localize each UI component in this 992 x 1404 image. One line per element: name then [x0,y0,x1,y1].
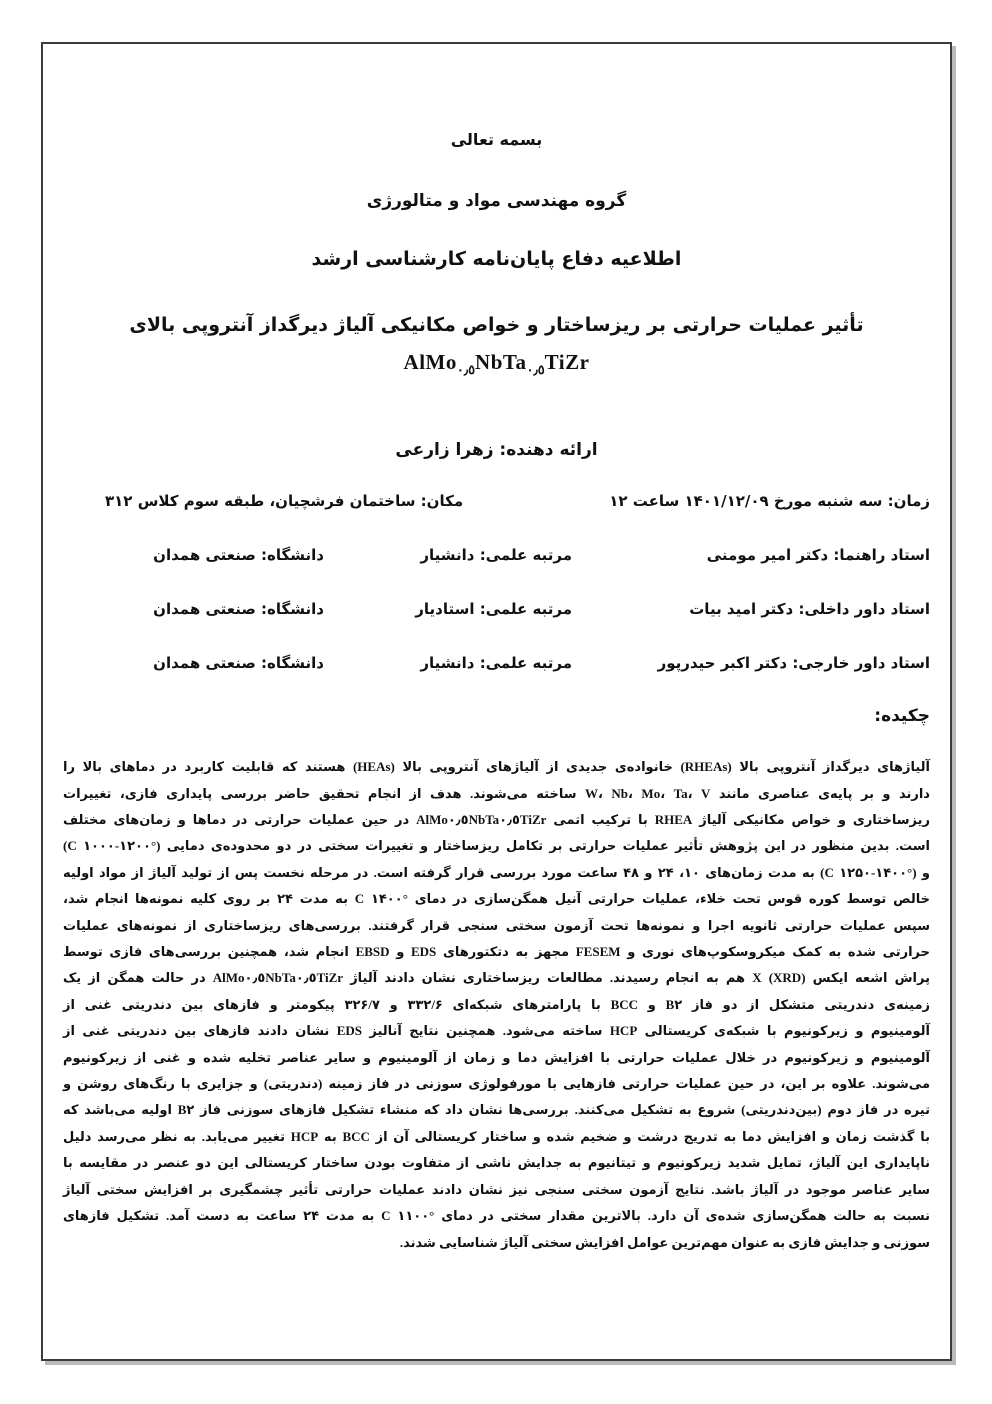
abstract-line: آلومینیوم و زیرکونیوم در خلال عملیات حرارتی با افزایش دما و زمان از آلومینیوم و سایر عناصر تخلیه شده و غنی از زیرکونیوم [63,1049,930,1065]
alloy-formula [63,350,930,378]
document-page-frame [41,42,952,1361]
abstract-line: سوزنی و جدایش فازی به عنوان مهم‌ترین عوامل افزایش سختی آلیاژ شناسایی شدند. [399,1234,930,1250]
bismillah-heading: بسمه تعالی [450,130,543,149]
abstract-line: زمینه‌ی دندریتی متشکل از دو فاز B۲ و BCC با پارامترهای شبکه‌ای ۳۳۲/۶ و ۳۲۶/۷ پیکومتر و فازهای بین دندریتی غنی از [63,996,930,1012]
abstract-line: می‌شوند. علاوه بر این، در حین عملیات حرارتی فازهایی با مورفولوژی سوزنی در فاز زمینه (دندریتی) و جزایری با رنگ‌های روشن و [63,1076,930,1092]
thesis-title: تأثیر عملیات حرارتی بر ریزساختار و خواص مکانیکی آلیاژ دیرگداز آنتروپی بالای [129,314,864,336]
department-heading: گروه مهندسی مواد و متالورژی [366,191,627,211]
internal-examiner-cell: استاد داور داخلی: دکتر امید بیات [689,600,930,619]
abstract-line: و (°C ۱۲۵۰-۱۴۰۰) به مدت زمان‌های ۱۰، ۲۴ و ۴۸ ساعت مورد بررسی قرار گرفته است. در مرحله نخست پس از تولید آلیاژ از مواد اولیه [63,864,930,880]
abstract-line: خالص توسط کوره قوس تحت خلاء، عملیات حرارتی آنیل همگن‌سازی در دمای °C ۱۴۰۰ به مدت ۲۴ بر روی کلیه نمونه‌ها انجام شد، [63,891,930,907]
defense-announcement-heading: اطلاعیه دفاع پایان‌نامه کارشناسی ارشد [311,248,682,270]
abstract-heading: چکیده: [874,706,930,727]
formula-subscript-1: ٠٫٥ [456,362,476,378]
external-examiner-cell: استاد داور خارجی: دکتر اکبر حیدرپور [657,654,930,673]
abstract-line: است. بدین منظور در این پژوهش تأثیر عملیات حرارتی بر تکامل ریزساختار و تغییرات سختی در دو محدوده‌ی دمایی (°C ۱۰۰۰-۱۲۰۰) [63,838,930,854]
formula-subscript-2: ٠٫٥ [526,362,545,378]
abstract-line: ناپایداری این آلیاژ، تمایل شدید زیرکونیوم و تیتانیوم به جدایش ناشی از متفاوت بودن ساختار کریستالی این دو عنصر در مقایسه با [63,1155,930,1171]
external-examiner-rank-cell: مرتبه علمی: دانشیار [420,654,572,673]
abstract-line: دارند و بر پایه‌ی عناصری مانند W، Nb، Mo، Ta، V ساخته می‌شوند. هدف از انجام تحقیق حاضر بررسی پایداری فازی، تغییرات [63,785,930,801]
supervisor-cell: استاد راهنما: دکتر امیر مومنی [706,546,930,565]
abstract-line: نسبت به حالت همگن‌سازی شده‌ی آن دارد. بالاترین مقدار سختی در دمای °C ۱۱۰۰ به مدت ۲۴ ساعت به دست آمد. تشکیل فازهای [63,1208,931,1224]
supervisor-university-cell: دانشگاه: صنعتی همدان [153,546,324,565]
internal-examiner-university-cell: دانشگاه: صنعتی همدان [153,600,324,619]
abstract-line: آلیاژهای دیرگداز آنتروپی بالا (RHEAs) خانواده‌ی جدیدی از آلیاژهای آنتروپی بالا (HEAs) هستند که قابلیت کاربرد در دماهای بالا را [63,759,931,775]
abstract-line: تیره در فاز دوم (بین‌دندریتی) شروع به تشکیل می‌کنند. بررسی‌ها نشان داد که منشاء تشکیل فازهای سوزنی فاز B۲ اولیه می‌باشد که [63,1102,930,1118]
abstract-line: ریزساختاری و خواص مکانیکی آلیاژ RHEA با ترکیب اتمی AlMo٠٫٥NbTa٠٫٥TiZr در حین عملیات حرارتی در دماها و زمان‌های مختلف [63,812,930,827]
supervisor-rank-cell: مرتبه علمی: دانشیار [420,546,572,565]
internal-examiner-rank-cell: مرتبه علمی: استادیار [415,600,572,619]
abstract-line: پراش اشعه ایکس (XRD) X هم به انجام رسیدند. مطالعات ریزساختاری نشان دادند آلیاژ AlMo٠٫٥NbTa٠٫٥TiZr در حالت همگن از یک [63,970,930,986]
external-examiner-university-cell: دانشگاه: صنعتی همدان [153,654,324,673]
abstract-line: آلومینیوم و زیرکونیوم با شبکه‌ی کریستالی HCP ساخته می‌شود. همچنین نتایج آنالیز EDS نشان دادند فازهای بین دندریتی غنی از [63,1023,930,1039]
time-cell: زمان: سه شنبه مورخ ۱۴۰۱/۱۲/۰۹ ساعت ۱۲ [609,492,930,511]
presenter-line: ارائه دهنده: زهرا زارعی [395,440,598,461]
abstract-paragraph [63,754,930,1256]
abstract-line: سایر عناصر موجود در آلیاژ باشد. نتایج آزمون سختی سنجی نیز نشان دادند عملیات حرارتی تأثیر چشمگیری بر افزایش سختی آلیاژ [63,1181,930,1197]
formula-part-tizr: TiZr [544,350,590,374]
formula-part-nbta: NbTa [475,350,527,374]
defense-info-table [63,474,930,690]
abstract-line: حرارتی شده به کمک میکروسکوپ‌های نوری و FESEM مجهز به دتکتورهای EDS و EBSD انجام شد، همچنین بررسی‌های فازی توسط [63,944,931,960]
formula-part-almo: AlMo [403,350,457,374]
location-cell: مکان: ساختمان فرشچیان، طبقه سوم کلاس ۳۱۲ [105,492,464,511]
abstract-line: با گذشت زمان و افزایش دما به تدریج درشت و ضخیم شده و ساختار کریستالی آن از BCC به HCP تغییر می‌یابد. به نظر می‌رسد دلیل [63,1128,930,1144]
abstract-line: سپس عملیات حرارتی ثانویه اجرا و نمونه‌ها تحت آزمون سختی سنجی قرار گرفتند. بررسی‌های ریزساختاری از نمونه‌های عملیات [63,917,930,933]
